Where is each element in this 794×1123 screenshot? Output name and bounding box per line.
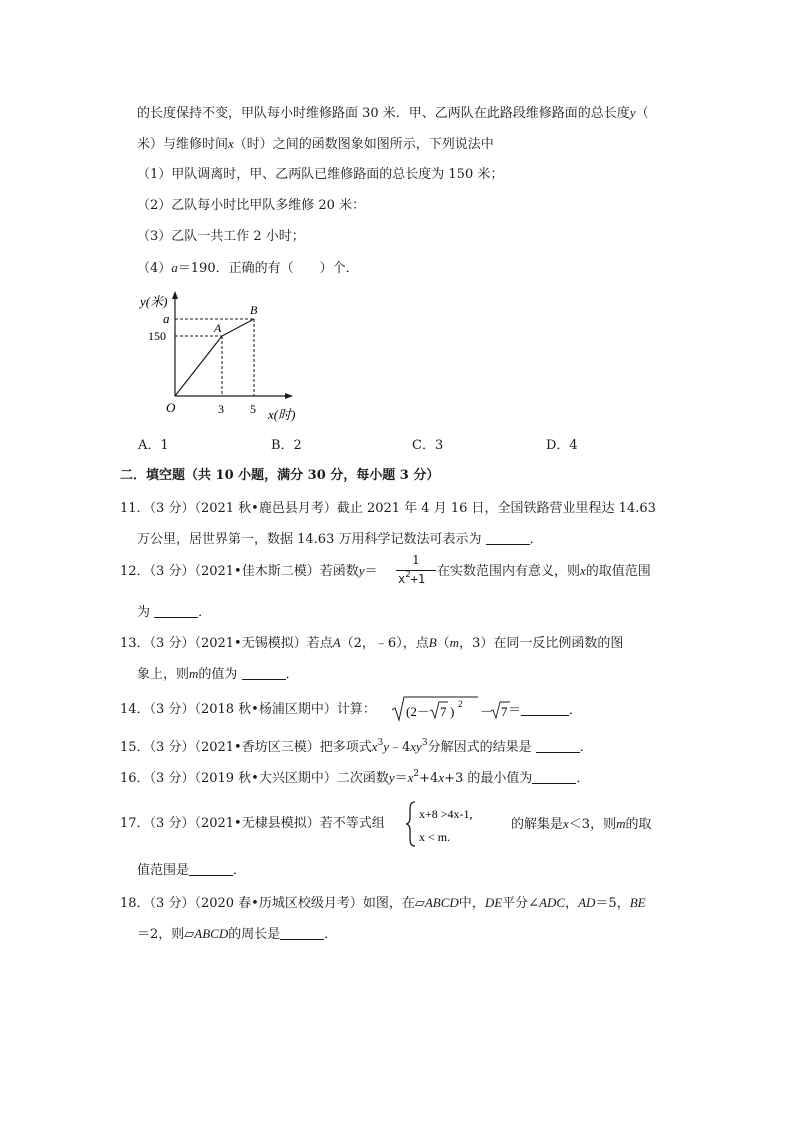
left-brace — [406, 802, 415, 846]
q12-fraction: 1 $x^2+1$ — [396, 553, 436, 589]
function-graph — [130, 286, 310, 426]
q15-answer-blank[interactable] — [536, 738, 580, 753]
tick-label-5: 5 — [250, 402, 256, 416]
q12-line1-end: 在实数范围内有意义，则x的取值范围 — [437, 563, 651, 579]
q17-system-brace — [405, 800, 515, 848]
q11-answer-blank[interactable] — [486, 530, 530, 545]
option-d[interactable]: D．4 — [546, 438, 578, 453]
option-a[interactable]: A．1 — [138, 438, 169, 453]
q12-answer-blank[interactable] — [154, 603, 198, 618]
q14-line-end: ＝ ． — [508, 703, 583, 718]
q17-line2: 值范围是 ． — [137, 863, 247, 878]
q18-line2: ＝2，则▱ABCD的周长是 ． — [137, 926, 338, 942]
q14-radical-expression — [390, 694, 518, 724]
q16-line: 16．（3 分）（2019 秋•大兴区期中）二次函数$y=x^2+4x+3$ 的最小值为 ． — [120, 769, 590, 786]
segment-oa — [175, 336, 222, 396]
q16-answer-blank[interactable] — [532, 769, 576, 784]
q11-line1: 11．（3 分）（2021 秋•鹿邑县月考）截止 2021 年 4 月 16 日，全国铁路营业里程达 14.63 — [120, 501, 656, 516]
tick-label-3: 3 — [218, 402, 224, 416]
q13-line1: 13．（3 分）（2021•无锡模拟）若点A（2，﹣6），点B（m，3）在同一反比例函数的图 — [120, 635, 624, 651]
q14-line: 14．（3 分）（2018 秋•杨浦区期中）计算： — [120, 702, 376, 717]
y-axis-label: y(米) — [140, 294, 168, 309]
q12-line1: 12．（3 分）（2021•佳木斯二模）若函数y＝ — [120, 563, 378, 579]
q12-line2: 为 ． — [137, 605, 212, 620]
q10-line1: 的长度保持不变，甲队每小时维修路面 30 米．甲、乙两队在此路段维修路面的总长度y（ — [137, 105, 649, 121]
svg-text:7: 7 — [440, 704, 447, 719]
q10-statement-3: （3）乙队一共工作 2 小时； — [137, 229, 305, 244]
q17-line1: 17．（3 分）（2021•无棣县模拟）若不等式组 — [120, 816, 385, 831]
svg-text:(2－: (2－ — [406, 704, 430, 719]
point-label-b: B — [250, 303, 258, 317]
svg-text:2: 2 — [458, 699, 463, 709]
y-axis-arrow — [172, 291, 178, 299]
x-axis-label: x(时) — [268, 407, 296, 422]
origin-label: O — [166, 400, 176, 415]
svg-text:7: 7 — [501, 704, 508, 719]
q17-line1-end: 的解集是x＜3，则m的取 — [511, 816, 652, 832]
point-label-a: A — [214, 321, 222, 335]
option-c[interactable]: C．3 — [412, 438, 444, 453]
tick-label-a: a — [163, 311, 170, 326]
q10-line2: 米）与维修时间x（时）之间的函数图象如图所示，下列说法中 — [137, 136, 494, 152]
q11-line2: 万公里，居世界第一，数据 14.63 万用科学记数法可表示为 ． — [137, 532, 543, 547]
q10-statement-1: （1）甲队调离时，甲、乙两队已维修路面的总长度为 150 米； — [137, 167, 504, 182]
tick-label-150: 150 — [148, 329, 166, 343]
q13-answer-blank[interactable] — [242, 665, 286, 680]
segment-ab — [222, 319, 254, 336]
q10-statement-2: （2）乙队每小时比甲队多维修 20 米： — [137, 198, 366, 213]
q17-answer-blank[interactable] — [189, 861, 233, 876]
q13-line2: 象上，则m的值为 ． — [137, 666, 299, 682]
svg-text:): ) — [450, 704, 455, 719]
section-2-title: 二．填空题（共 10 小题，满分 30 分，每小题 3 分） — [120, 468, 440, 483]
q18-line1: 18．（3 分）（2020 春•历城区校级月考）如图，在▱ABCD中，DE平分∠ADC，AD＝5，BE — [120, 895, 646, 911]
svg-text:x < m.: x < m. — [419, 830, 451, 844]
q14-answer-blank[interactable] — [521, 701, 569, 716]
x-axis-arrow — [285, 393, 293, 399]
svg-text:x+8 >4x-1,: x+8 >4x-1, — [419, 807, 473, 821]
q18-answer-blank[interactable] — [280, 925, 324, 940]
q10-statement-4: （4）a＝190．正确的有（ ）个． — [137, 260, 359, 276]
svg-text:－: － — [480, 704, 494, 719]
q15-line: 15．（3 分）（2021•香坊区三模）把多项式$x^3y﹣4xy^3$分解因式的结果是 ． — [120, 738, 593, 755]
option-b[interactable]: B．2 — [271, 438, 302, 453]
